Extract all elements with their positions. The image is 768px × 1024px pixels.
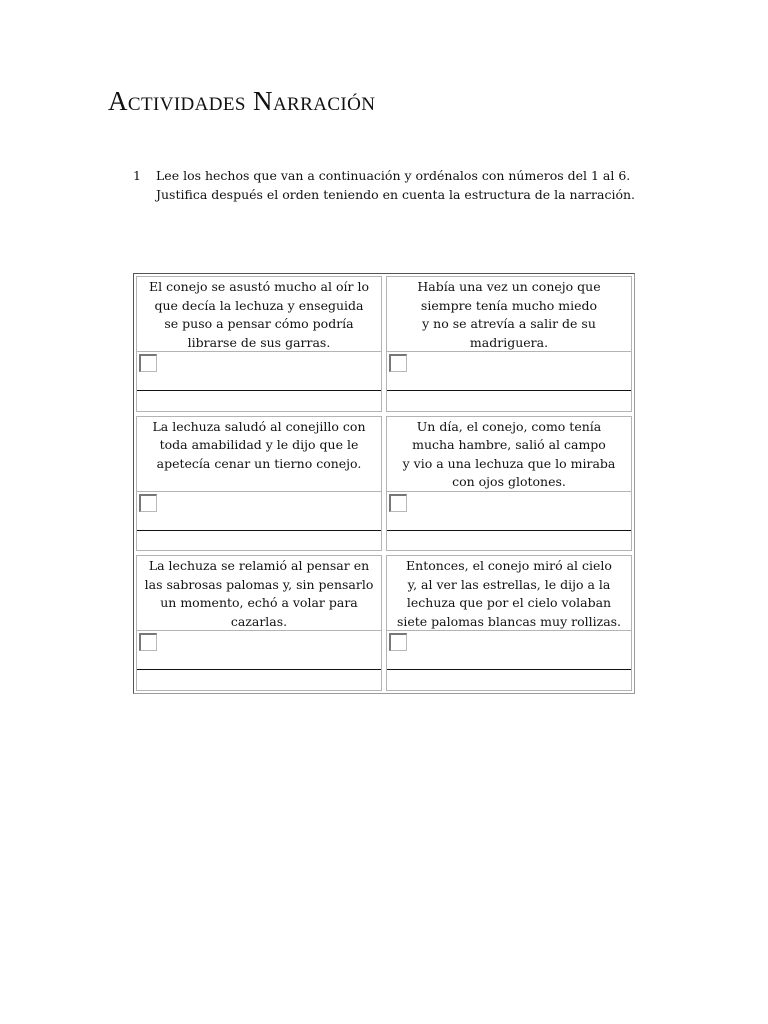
event-cell bbox=[386, 555, 632, 691]
event-text: La lechuza saludó al conejillo con toda amabilidad y le dijo que le apetecía cenar un tierno conejo. bbox=[137, 417, 381, 492]
event-text: Había una vez un conejo que siempre tenía mucho miedo y no se atrevía a salir de su madriguera. bbox=[387, 277, 631, 352]
justification-line bbox=[137, 669, 381, 670]
answer-area bbox=[137, 631, 381, 690]
answer-area bbox=[137, 352, 381, 411]
order-number-box[interactable] bbox=[139, 494, 157, 512]
exercise-instructions: Lee los hechos que van a continuación y ordénalos con números del 1 al 6. Justifica después el orden teniendo en cuenta la estructura de la narración. bbox=[156, 168, 636, 202]
justification-line bbox=[137, 390, 381, 391]
event-cell bbox=[136, 276, 382, 412]
event-cell bbox=[136, 416, 382, 552]
justification-line bbox=[387, 390, 631, 391]
answer-area bbox=[387, 352, 631, 411]
order-number-box[interactable] bbox=[139, 354, 157, 372]
answer-area bbox=[387, 631, 631, 690]
event-text: La lechuza se relamió al pensar en las sabrosas palomas y, sin pensarlo un momento, echó a volar para cazarlas. bbox=[137, 556, 381, 631]
order-number-box[interactable] bbox=[389, 633, 407, 651]
event-text: El conejo se asustó mucho al oír lo que decía la lechuza y enseguida se puso a pensar cómo podría librarse de sus garras. bbox=[137, 277, 381, 352]
order-number-box[interactable] bbox=[389, 494, 407, 512]
answer-area bbox=[387, 492, 631, 551]
justification-line bbox=[137, 530, 381, 531]
justification-line bbox=[387, 669, 631, 670]
ordering-table bbox=[133, 273, 635, 694]
exercise-number: 1 bbox=[133, 168, 141, 183]
page-title: Actividades Narración bbox=[108, 86, 376, 116]
event-cell bbox=[386, 276, 632, 412]
event-cell bbox=[386, 416, 632, 552]
event-text: Un día, el conejo, como tenía mucha hambre, salió al campo y vio a una lechuza que lo miraba con ojos glotones. bbox=[387, 417, 631, 492]
answer-area bbox=[137, 492, 381, 551]
order-number-box[interactable] bbox=[139, 633, 157, 651]
event-cell bbox=[136, 555, 382, 691]
justification-line bbox=[387, 530, 631, 531]
order-number-box[interactable] bbox=[389, 354, 407, 372]
event-text: Entonces, el conejo miró al cielo y, al ver las estrellas, le dijo a la lechuza que por el cielo volaban siete palomas blancas muy rollizas. bbox=[387, 556, 631, 631]
